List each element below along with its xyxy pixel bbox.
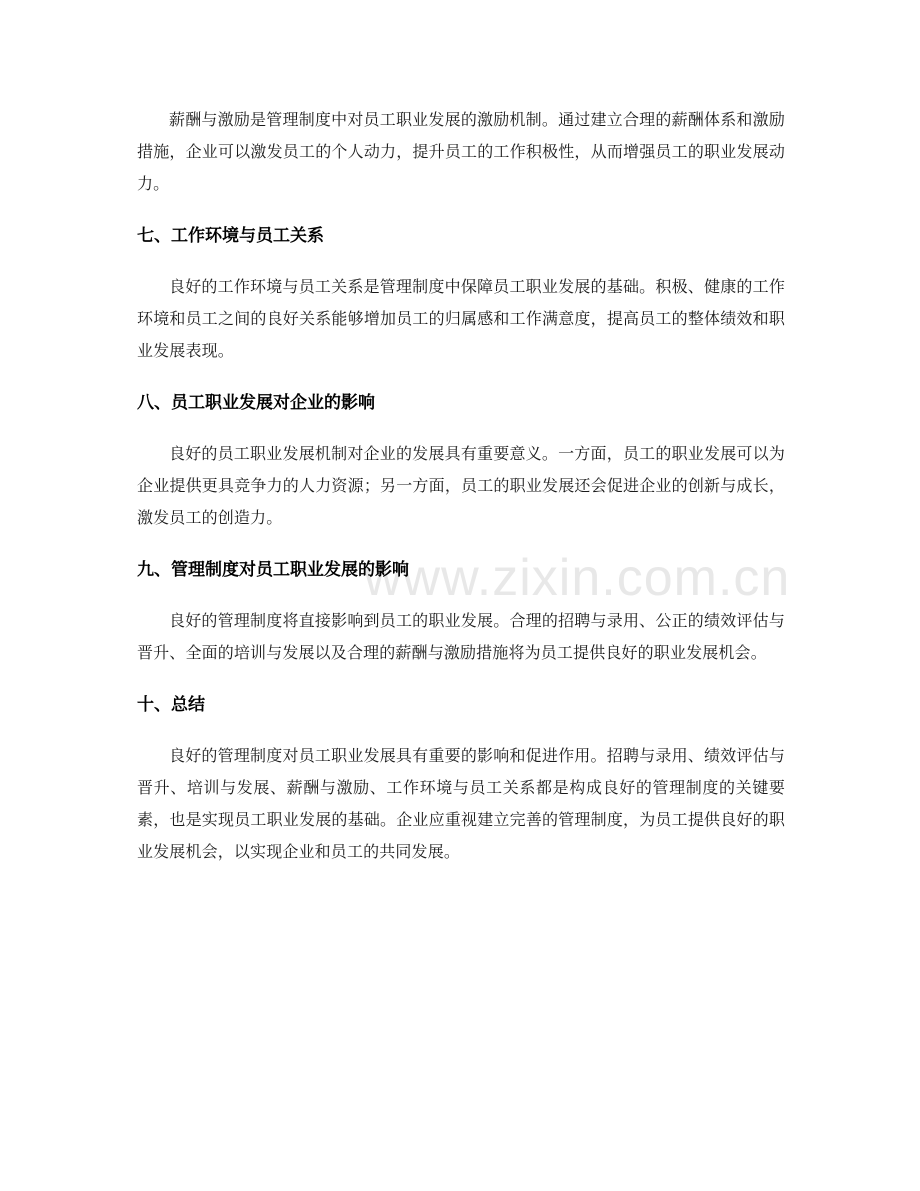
section-9-heading: 九、管理制度对员工职业发展的影响	[137, 560, 409, 580]
section-7-heading: 七、工作环境与员工关系	[137, 226, 324, 246]
section-10-paragraph: 良好的管理制度对员工职业发展具有重要的影响和促进作用。招聘与录用、绩效评估与晋升、培训与发展、薪酬与激励、工作环境与员工关系都是构成良好的管理制度的关键要素，也是实现员工职业发展的基础。企业应重视建立完善的管理制度，为员工提供良好的职业发展机会，以实现企业和员工的共同发展。	[137, 746, 785, 861]
watermark: www.zixin.com.cn	[364, 549, 791, 607]
section-8-paragraph: 良好的员工职业发展机制对企业的发展具有重要意义。一方面，员工的职业发展可以为企业提供更具竞争力的人力资源；另一方面，员工的职业发展还会促进企业的创新与成长，激发员工的创造力。	[137, 444, 785, 527]
section-7-paragraph: 良好的工作环境与员工关系是管理制度中保障员工职业发展的基础。积极、健康的工作环境和员工之间的良好关系能够增加员工的归属感和工作满意度，提高员工的整体绩效和职业发展表现。	[137, 277, 785, 360]
section-6-paragraph: 薪酬与激励是管理制度中对员工职业发展的激励机制。通过建立合理的薪酬体系和激励措施，企业可以激发员工的个人动力，提升员工的工作积极性，从而增强员工的职业发展动力。	[137, 110, 785, 193]
section-9-paragraph: 良好的管理制度将直接影响到员工的职业发展。合理的招聘与录用、公正的绩效评估与晋升、全面的培训与发展以及合理的薪酬与激励措施将为员工提供良好的职业发展机会。	[137, 611, 785, 662]
document-body	[137, 104, 785, 868]
section-10-heading: 十、总结	[137, 695, 205, 715]
section-8-heading: 八、员工职业发展对企业的影响	[137, 393, 375, 413]
